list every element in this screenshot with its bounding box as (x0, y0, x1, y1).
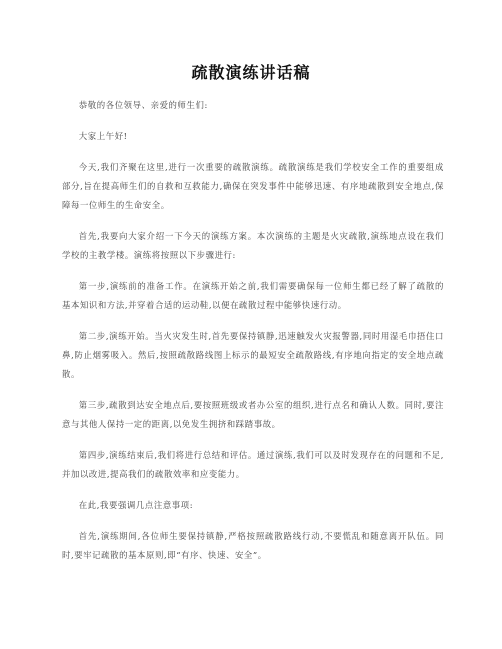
paragraph-step-1: 第一步,演练前的准备工作。在演练开始之前,我们需要确保每一位师生都已经了解了疏散的基本知识和方法,并穿着合适的运动鞋,以便在疏散过程中能够快速行动。 (62, 281, 444, 310)
paragraph-step-4: 第四步,演练结束后,我们将进行总结和评估。通过演练,我们可以及时发现存在的问题和不足,并加以改进,提高我们的疏散效率和应变能力。 (62, 450, 444, 479)
paragraph-salutation: 大家上午好! (78, 131, 128, 141)
paragraph-notes-heading: 在此,我要强调几点注意事项: (78, 500, 194, 510)
paragraph-note-1: 首先,演练期间,各位师生要保持镇静,严格按照疏散路线行动,不要慌乱和随意离开队伍。同时,要牢记疏散的基本原则,即“有序、快速、安全”。 (62, 531, 444, 560)
paragraph-plan: 首先,我要向大家介绍一下今天的演练方案。本次演练的主题是火灾疏散,演练地点设在我们学校的主教学楼。演练将按照以下步骤进行: (62, 231, 444, 260)
paragraph-step-3: 第三步,疏散到达安全地点后,要按照班级或者办公室的组织,进行点名和确认人数。同时,要注意与其他人保持一定的距离,以免发生拥挤和踩踏事故。 (62, 400, 444, 429)
paragraph-greeting: 恭敬的各位领导、亲爱的师生们: (78, 100, 208, 110)
paragraph-intro: 今天,我们齐聚在这里,进行一次重要的疏散演练。疏散演练是我们学校安全工作的重要组成部分,旨在提高师生们的自救和互救能力,确保在突发事件中能够迅速、有序地疏散到安全地点,保障每一位师生的生命安全。 (62, 162, 444, 210)
document-body (62, 96, 444, 577)
paragraph-step-2: 第二步,演练开始。当火灾发生时,首先要保持镇静,迅速触发火灾报警器,同时用湿毛巾捂住口鼻,防止烟雾吸入。然后,按照疏散路线图上标示的最短安全疏散路线,有序地向指定的安全地点疏散。 (62, 331, 444, 379)
document-title: 疏散演练讲话稿 (191, 63, 311, 82)
